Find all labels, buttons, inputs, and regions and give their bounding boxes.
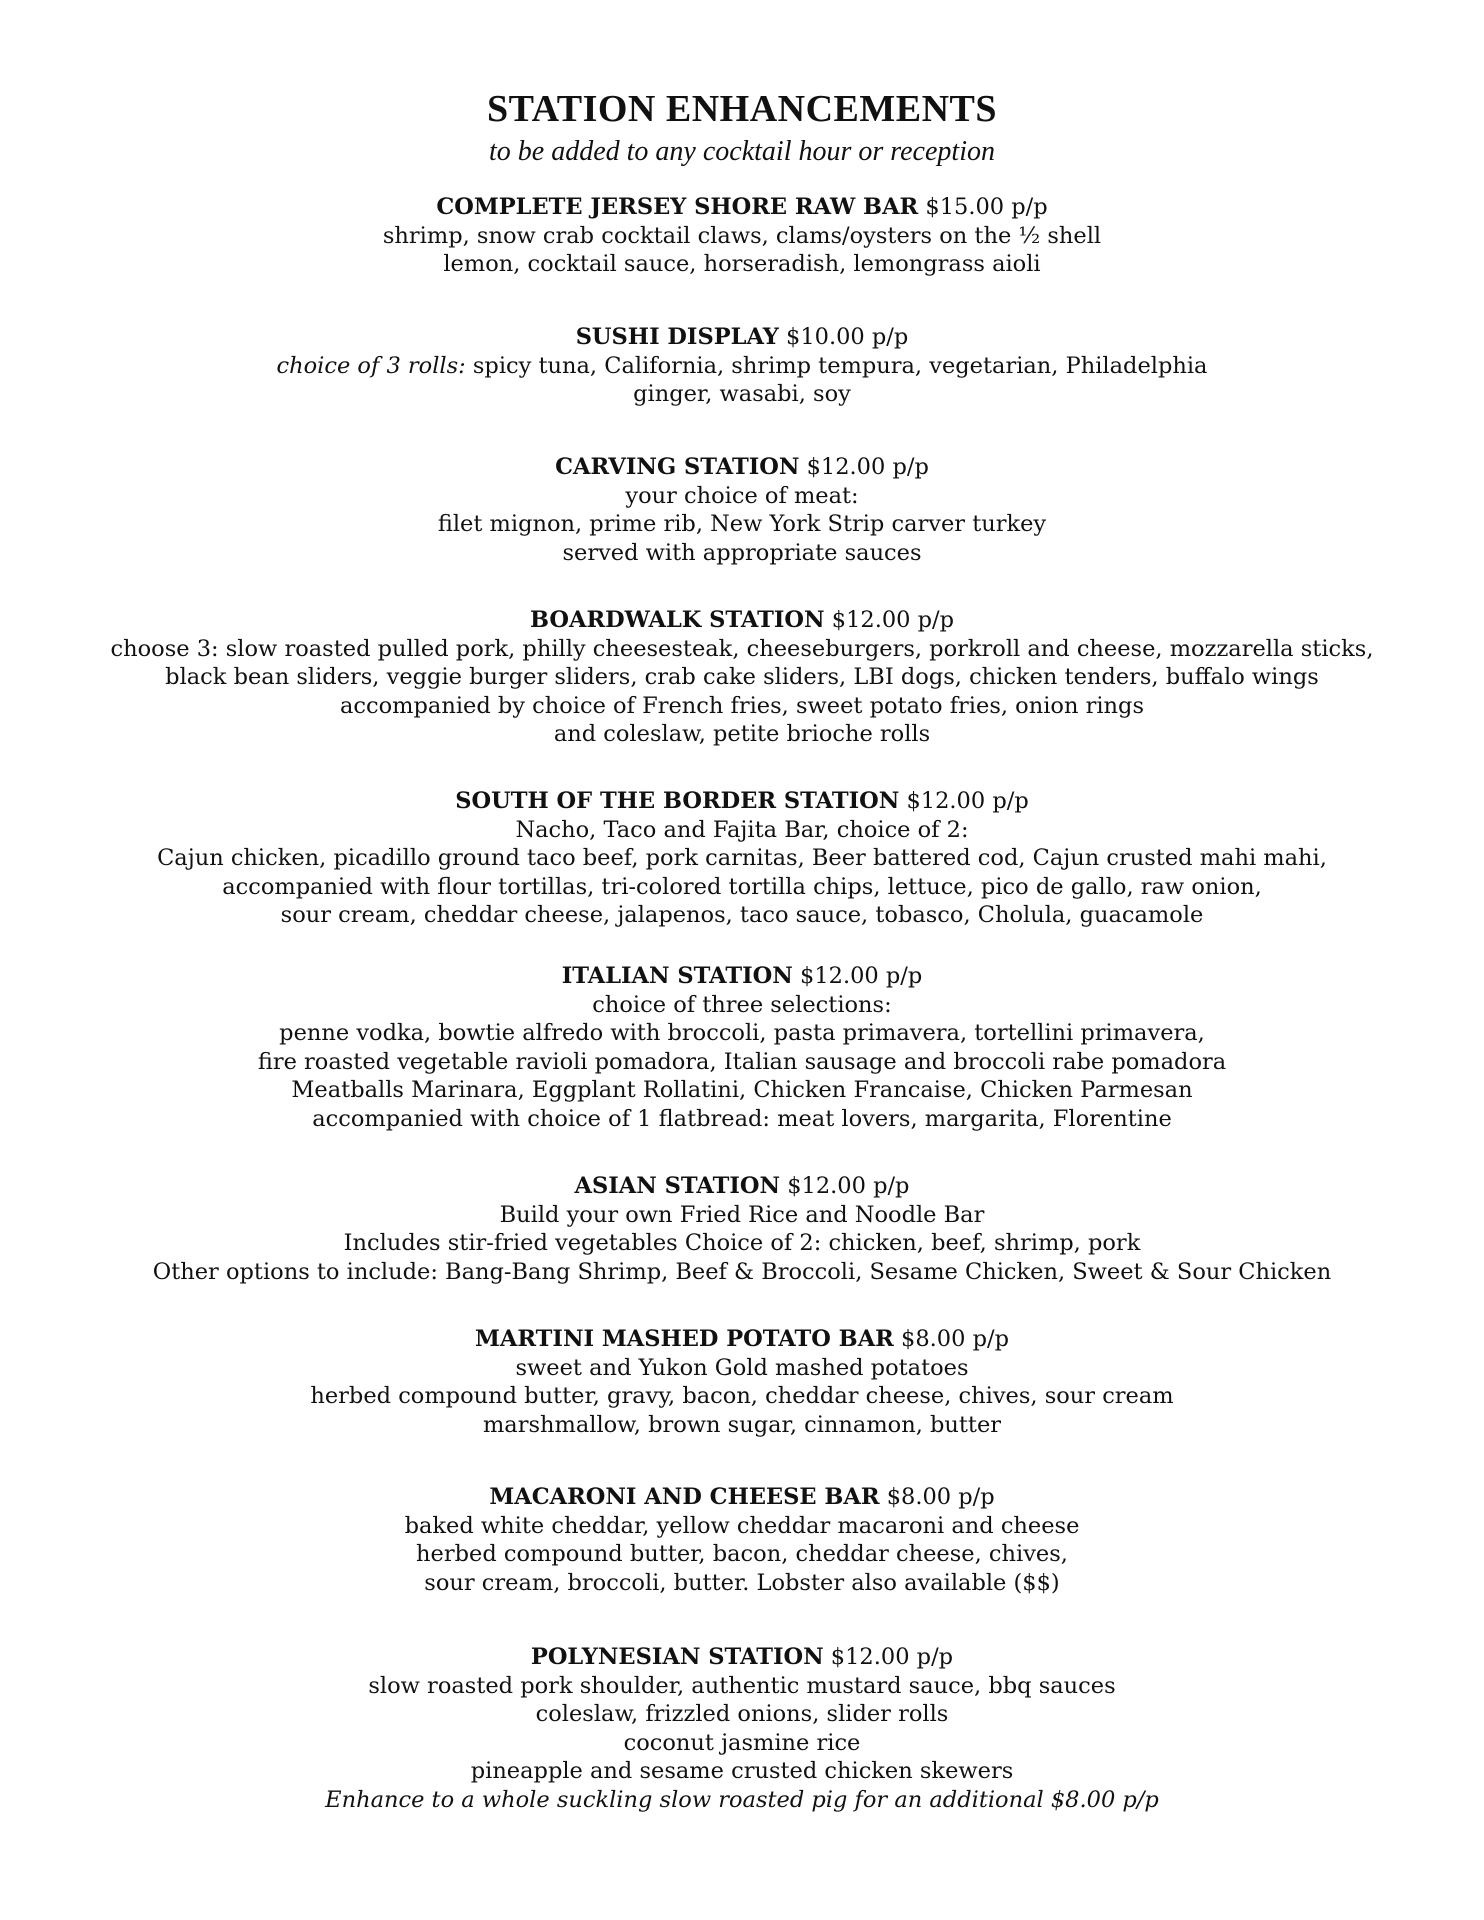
station-line-rest: spicy tuna, California, shrimp tempura, vegetarian, Philadelphia <box>465 352 1208 379</box>
station-price: $8.00 p/p <box>901 1326 1009 1352</box>
station-name: ASIAN STATION <box>574 1173 781 1199</box>
station-heading <box>0 193 1484 222</box>
station-line: sour cream, cheddar cheese, jalapenos, taco sauce, tobasco, Cholula, guacamole <box>280 902 1204 928</box>
station-line: fire roasted vegetable ravioli pomadora, Italian sausage and broccoli rabe pomadora <box>257 1048 1227 1075</box>
station-line: herbed compound butter, gravy, bacon, cheddar cheese, chives, sour cream <box>310 1383 1174 1409</box>
station-line: coleslaw, frizzled onions, slider rolls <box>535 1701 949 1727</box>
station-name: BOARDWALK STATION <box>529 607 825 633</box>
station-mashed-potato-bar <box>0 1325 1484 1439</box>
station-line: and coleslaw, petite brioche rolls <box>553 721 931 747</box>
station-polynesian <box>0 1643 1484 1814</box>
station-heading <box>0 962 1484 991</box>
station-name: COMPLETE JERSEY SHORE RAW BAR <box>436 194 919 220</box>
station-line: sour cream, broccoli, butter. Lobster also available ($$) <box>424 1569 1060 1596</box>
station-price: $15.00 p/p <box>925 194 1048 220</box>
station-heading <box>0 1483 1484 1512</box>
station-name: POLYNESIAN STATION <box>530 1644 824 1670</box>
station-heading <box>0 1643 1484 1672</box>
station-price: $10.00 p/p <box>786 324 909 350</box>
station-line: penne vodka, bowtie alfredo with broccoli, pasta primavera, tortellini primavera, <box>279 1020 1205 1046</box>
station-line: shrimp, snow crab cocktail claws, clams/oysters on the ½ shell <box>382 222 1102 249</box>
station-line: black bean sliders, veggie burger sliders, crab cake sliders, LBI dogs, chicken tenders, buffalo wings <box>165 664 1319 690</box>
station-heading <box>0 787 1484 816</box>
station-carving <box>0 453 1484 567</box>
station-name: MARTINI MASHED POTATO BAR <box>475 1326 894 1352</box>
station-heading <box>0 453 1484 482</box>
station-line-italic: choice of 3 rolls: <box>276 352 466 379</box>
station-line: sweet and Yukon Gold mashed potatoes <box>515 1354 969 1381</box>
station-line: your choice of meat: <box>625 482 859 509</box>
station-line: baked white cheddar, yellow cheddar macaroni and cheese <box>404 1512 1080 1539</box>
station-price: $12.00 p/p <box>800 963 923 989</box>
station-name: SUSHI DISPLAY <box>575 324 779 350</box>
station-sushi-display <box>0 323 1484 409</box>
station-line <box>0 352 1484 381</box>
station-line: filet mignon, prime rib, New York Strip carver turkey <box>437 511 1047 537</box>
station-line: Nacho, Taco and Fajita Bar, choice of 2: <box>515 816 969 843</box>
station-line: Includes stir-fried vegetables Choice of 2: chicken, beef, shrimp, pork <box>343 1230 1141 1256</box>
station-line: marshmallow, brown sugar, cinnamon, butter <box>482 1411 1002 1438</box>
station-south-of-the-border <box>0 787 1484 930</box>
page-title: STATION ENHANCEMENTS <box>486 88 998 130</box>
station-asian <box>0 1172 1484 1286</box>
station-line: served with appropriate sauces <box>562 539 922 566</box>
station-italian <box>0 962 1484 1133</box>
station-line: slow roasted pork shoulder, authentic mustard sauce, bbq sauces <box>368 1672 1116 1699</box>
station-raw-bar <box>0 193 1484 279</box>
station-macaroni-and-cheese-bar <box>0 1483 1484 1597</box>
station-line: herbed compound butter, bacon, cheddar cheese, chives, <box>416 1541 1068 1567</box>
station-boardwalk <box>0 606 1484 749</box>
station-line: pineapple and sesame crusted chicken skewers <box>470 1758 1014 1784</box>
station-line: choose 3: slow roasted pulled pork, philly cheesesteak, cheeseburgers, porkroll and cheese, mozzarella sticks, <box>110 635 1374 662</box>
station-name: SOUTH OF THE BORDER STATION <box>455 788 900 814</box>
station-price: $12.00 p/p <box>830 1644 954 1670</box>
station-name: CARVING STATION <box>555 454 800 480</box>
station-line: Build your own Fried Rice and Noodle Bar <box>499 1201 985 1228</box>
station-heading <box>0 323 1484 352</box>
station-line: Meatballs Marinara, Eggplant Rollatini, Chicken Francaise, Chicken Parmesan <box>291 1077 1193 1103</box>
station-name: MACARONI AND CHEESE BAR <box>489 1484 880 1510</box>
station-footer-note <box>0 1786 1484 1815</box>
station-footer-italic: Enhance to a whole suckling slow roasted pig for an additional $8.00 p/p <box>325 1786 1159 1813</box>
station-name: ITALIAN STATION <box>561 963 793 989</box>
station-price: $12.00 p/p <box>906 788 1029 814</box>
station-line: choice of three selections: <box>592 991 892 1018</box>
station-line: Cajun chicken, picadillo ground taco beef, pork carnitas, Beer battered cod, Cajun crusted mahi mahi, <box>157 845 1327 871</box>
station-line: coconut jasmine rice <box>623 1729 861 1756</box>
station-line: accompanied with choice of 1 flatbread: meat lovers, margarita, Florentine <box>312 1105 1172 1132</box>
station-line: lemon, cocktail sauce, horseradish, lemongrass aioli <box>443 251 1041 277</box>
page-subtitle: to be added to any cocktail hour or reception <box>489 136 995 167</box>
station-line: ginger, wasabi, soy <box>633 381 851 407</box>
station-price: $12.00 p/p <box>787 1173 910 1199</box>
station-price: $12.00 p/p <box>806 454 929 480</box>
station-line: Other options to include: Bang-Bang Shrimp, Beef & Broccoli, Sesame Chicken, Sweet & Sour Chicken <box>152 1258 1332 1285</box>
station-price: $12.00 p/p <box>831 607 955 633</box>
station-line: accompanied by choice of French fries, sweet potato fries, onion rings <box>340 692 1144 719</box>
station-heading <box>0 1172 1484 1201</box>
station-heading <box>0 606 1484 635</box>
station-price: $8.00 p/p <box>886 1484 995 1510</box>
station-line: accompanied with flour tortillas, tri-colored tortilla chips, lettuce, pico de gallo, raw onion, <box>222 873 1262 900</box>
station-heading <box>0 1325 1484 1354</box>
